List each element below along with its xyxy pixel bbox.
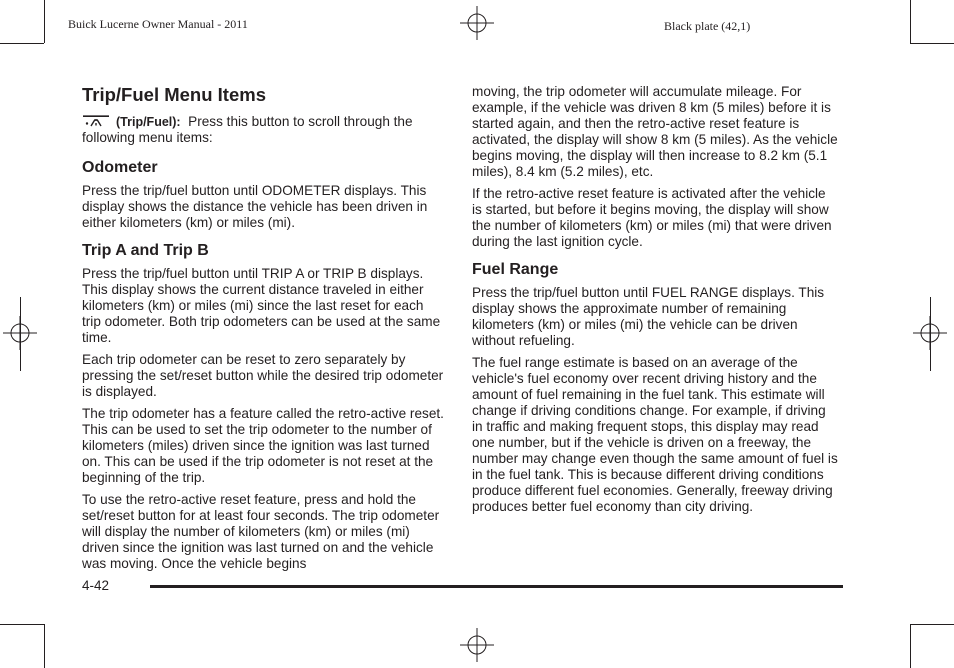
paragraph: Press the trip/fuel button until TRIP A or TRIP B displays. This display shows the current distance traveled in either kilometers (km) or miles (mi) since the last reset for each trip odometer. Both trip odometers can be used at the same time. [82, 266, 441, 345]
registration-mark-icon [460, 628, 494, 662]
fuel-range-section [472, 260, 838, 515]
paragraph: Press the trip/fuel button until FUEL RANGE displays. This display shows the approximate number of remaining kilometers (km) or miles (mi) the vehicle can be driven without refueling. [472, 285, 825, 348]
section-heading: Fuel Range [472, 261, 559, 278]
manual-title: Buick Lucerne Owner Manual - 2011 [68, 17, 248, 31]
right-column [472, 84, 838, 525]
registration-mark-icon [460, 6, 494, 40]
intro-text: Press this button to scroll through the following menu items: [82, 114, 413, 145]
crop-mark [44, 0, 45, 43]
crop-mark [0, 43, 44, 44]
crop-mark [910, 624, 911, 668]
odometer-section [82, 158, 444, 231]
crop-mark [44, 624, 45, 668]
crop-mark [910, 624, 954, 625]
trip-section [82, 241, 444, 572]
footer-rule [150, 585, 843, 588]
paragraph: If the retro-active reset feature is activated after the vehicle is started, but before it begins moving, the display will show the number of kilometers (km) or miles (mi) that were driven during the last ignition cycle. [472, 186, 832, 249]
registration-line [20, 297, 21, 371]
paragraph: moving, the trip odometer will accumulate mileage. For example, if the vehicle was driven 8 km (5 miles) before it is started again, and then the retro-active reset feature is activated, the display will show 8 km (5 miles). As the vehicle begins moving, the display will then increase to 8.2 km (5.1 miles), 8.4 km (5.2 miles), etc. [472, 84, 838, 179]
paragraph: To use the retro-active reset feature, press and hold the set/reset button for at least four seconds. The trip odometer will display the number of kilometers (km) or miles (mi) driven since the ignition was last turned on and the vehicle was moving. Once the vehicle begins [82, 492, 440, 571]
section-heading: Trip A and Trip B [82, 242, 209, 259]
crop-mark [910, 43, 954, 44]
paragraph: Each trip odometer can be reset to zero separately by pressing the set/reset button while the desired trip odometer is displayed. [82, 352, 444, 399]
paragraph: The fuel range estimate is based on an average of the vehicle's fuel economy over recent driving history and the amount of fuel remaining in the fuel tank. This estimate will change if driving conditions change. For example, if driving in traffic and making frequent stops, this display may read one number, but if the vehicle is driven on a freeway, the number may change even though the same amount of fuel is in the fuel tank. This is because different driving conditions produce different fuel economies. Generally, freeway driving produces better fuel economy than city driving. [472, 355, 838, 514]
section-heading: Odometer [82, 159, 158, 176]
paragraph: The trip odometer has a feature called the retro-active reset. This can be used to set the trip odometer to the number of kilometers (miles) driven since the ignition was last turned on. This can be used if the trip odometer is not reset at the beginning of the trip. [82, 406, 444, 485]
registration-line [930, 297, 931, 371]
page-title: Trip/Fuel Menu Items [82, 84, 266, 105]
button-label: (Trip/Fuel): [116, 115, 181, 129]
intro-paragraph [82, 114, 444, 146]
page-number: 4-42 [82, 578, 110, 593]
paragraph: Press the trip/fuel button until ODOMETER displays. This display shows the distance the vehicle has been driven in either kilometers (km) or miles (mi). [82, 183, 428, 230]
trip-fuel-icon [82, 115, 110, 127]
crop-mark [0, 624, 44, 625]
crop-mark [910, 0, 911, 43]
left-column [82, 84, 444, 582]
plate-label: Black plate (42,1) [664, 19, 751, 33]
